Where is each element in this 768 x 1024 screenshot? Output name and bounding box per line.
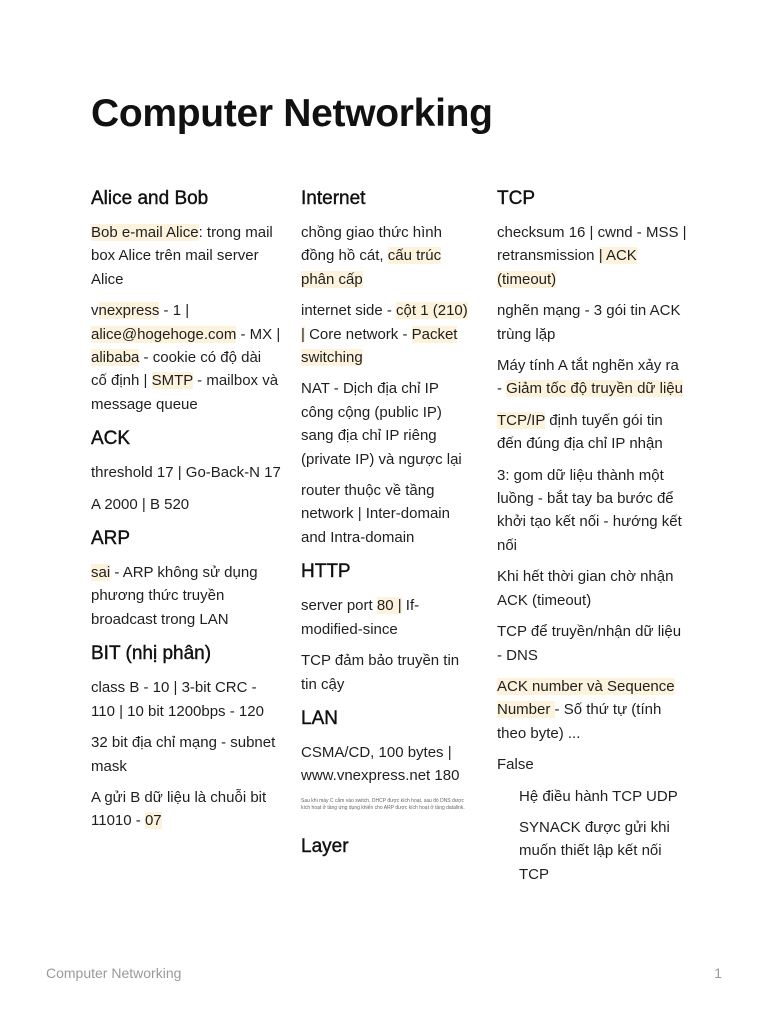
section-heading: Internet [301,188,366,209]
text-run: False [497,756,534,774]
section [301,834,473,860]
section-heading: HTTP [301,561,351,583]
note-paragraph [301,221,473,291]
page-number: 1 [714,965,722,981]
text-run: - MX | [236,325,281,343]
text-run: định tuyến gói tin đến đúng địa chỉ IP nhận [497,411,663,453]
note-paragraph [91,561,281,631]
note-paragraph [91,731,281,778]
section [91,526,281,631]
text-run: internet side - [301,302,397,320]
highlighted-text: alice@hogehoge.com [91,325,237,343]
section-heading: BIT (nhị phân) [91,643,212,665]
section-heading: Layer [301,835,349,857]
text-run: TCP đảm bảo truyền tin tin cậy [301,652,460,693]
highlighted-text: alibaba [91,349,140,367]
highlighted-text: cấu trúc phân cấp [301,247,442,288]
note-paragraph [301,299,473,369]
column-2 [301,186,473,870]
section-heading: ACK [91,428,131,450]
section-heading: TCP [497,188,535,209]
note-paragraph [497,565,687,612]
note-paragraph [301,479,473,549]
note-paragraph [301,594,473,641]
text-run: A 2000 | B 520 [91,495,190,513]
note-paragraph [301,649,473,696]
text-run: chồng giao thức hình đồng hồ cát, [301,224,442,265]
highlighted-text: 80 | [376,597,402,615]
section [91,641,281,832]
section [301,559,473,696]
text-run: CSMA/CD, 100 bytes | www.vnexpress.net 180 [301,743,460,785]
highlighted-text: 07 [144,812,162,830]
note-paragraph [497,299,687,346]
column-1 [91,186,281,843]
text-run: - ARP không sử dụng phương thức truyền broadcast trong LAN [91,564,258,628]
highlighted-text: ACK number và Sequence Number [497,677,675,719]
note-paragraph [91,461,281,484]
highlighted-text: Bob e-mail Alice [91,224,199,241]
highlighted-text: TCP/IP [497,411,546,429]
page-title: Computer Networking [91,92,493,135]
highlighted-text: sai [91,564,111,582]
highlighted-text: | ACK (timeout) [497,247,637,288]
note-paragraph [497,675,687,745]
text-run: v [91,302,99,320]
highlighted-text: SMTP [151,372,194,390]
text-run: threshold 17 | Go-Back-N 17 [91,464,281,482]
note-paragraph [91,299,281,416]
text-run: Máy tính A tắt nghẽn xảy ra - [497,357,679,398]
note-paragraph [301,741,473,788]
text-run: - mailbox và message queue [91,372,279,413]
note-paragraph [497,409,687,456]
note-paragraph [497,221,687,291]
highlighted-text: cột 1 (210) | [301,302,468,343]
note-paragraph [497,620,687,667]
text-run: class B - 10 | 3-bit CRC - 110 | 10 bit 1200bps - 120 [91,679,264,720]
section-heading: LAN [301,707,338,729]
note-paragraph [91,221,281,291]
section [91,186,281,416]
text-run: - Số thứ tự (tính theo byte) ... [497,701,662,742]
note-paragraph [91,493,281,516]
text-run: If-modified-since [301,597,420,638]
text-run: server port [301,597,377,615]
text-run: NAT - Dịch địa chỉ IP công cộng (public IP) sang địa chỉ IP riêng (private IP) và ngược lại [301,380,462,468]
note-paragraph [497,354,687,401]
highlighted-text: nexpress [98,302,160,320]
text-run: 3: gom dữ liệu thành một luồng - bắt tay ba bước để khởi tạo kết nối - hướng kết nối [497,466,682,554]
text-run: A gửi B dữ liệu là chuỗi bit 11010 - [91,788,267,830]
note-paragraph [301,377,473,471]
note-paragraph [497,785,687,808]
text-run: - 1 | [159,302,190,320]
text-run: SYNACK được gửi khi muốn thiết lập kết nối TCP [519,818,670,883]
text-run: Hệ điều hành TCP UDP [519,787,678,805]
note-paragraph [497,753,687,776]
section-heading: Alice and Bob [91,188,209,209]
text-run: nghẽn mạng - 3 gói tin ACK trùng lặp [497,302,681,343]
highlighted-text: Packet switching [301,325,458,367]
text-run: router thuộc về tầng network | Inter-domain and Intra-domain [301,482,450,546]
note-paragraph [91,786,281,833]
highlighted-text: Giảm tốc độ truyền dữ liệu [506,380,683,398]
note-paragraph [91,676,281,723]
note-paragraph [497,816,687,886]
section [301,706,473,812]
section [91,426,281,516]
column-3 [497,186,687,896]
text-run: Khi hết thời gian chờ nhận ACK (timeout) [497,568,674,609]
footer-title: Computer Networking [46,965,182,981]
text-run: Core network - [304,325,412,343]
note-paragraph [497,464,687,558]
section [497,186,687,886]
section-heading: ARP [91,528,131,550]
text-run: checksum 16 | cwnd - MSS | retransmission [497,224,687,265]
text-run: : trong mail box Alice trên mail server Alice [91,224,273,288]
text-run: - cookie có độ dài cố định | [91,349,262,390]
text-run: TCP để truyền/nhận dữ liệu - DNS [497,623,682,664]
text-run: 32 bit địa chỉ mạng - subnet mask [91,734,276,775]
section [301,186,473,549]
small-print-note: Sau khi máy C cắm vào switch, DHCP được kích hoạt, sau đó DNS được kích hoạt ở tầng ứng dụng khiến cho ARP được kích hoạt ở tầng datalink. [301,797,465,811]
